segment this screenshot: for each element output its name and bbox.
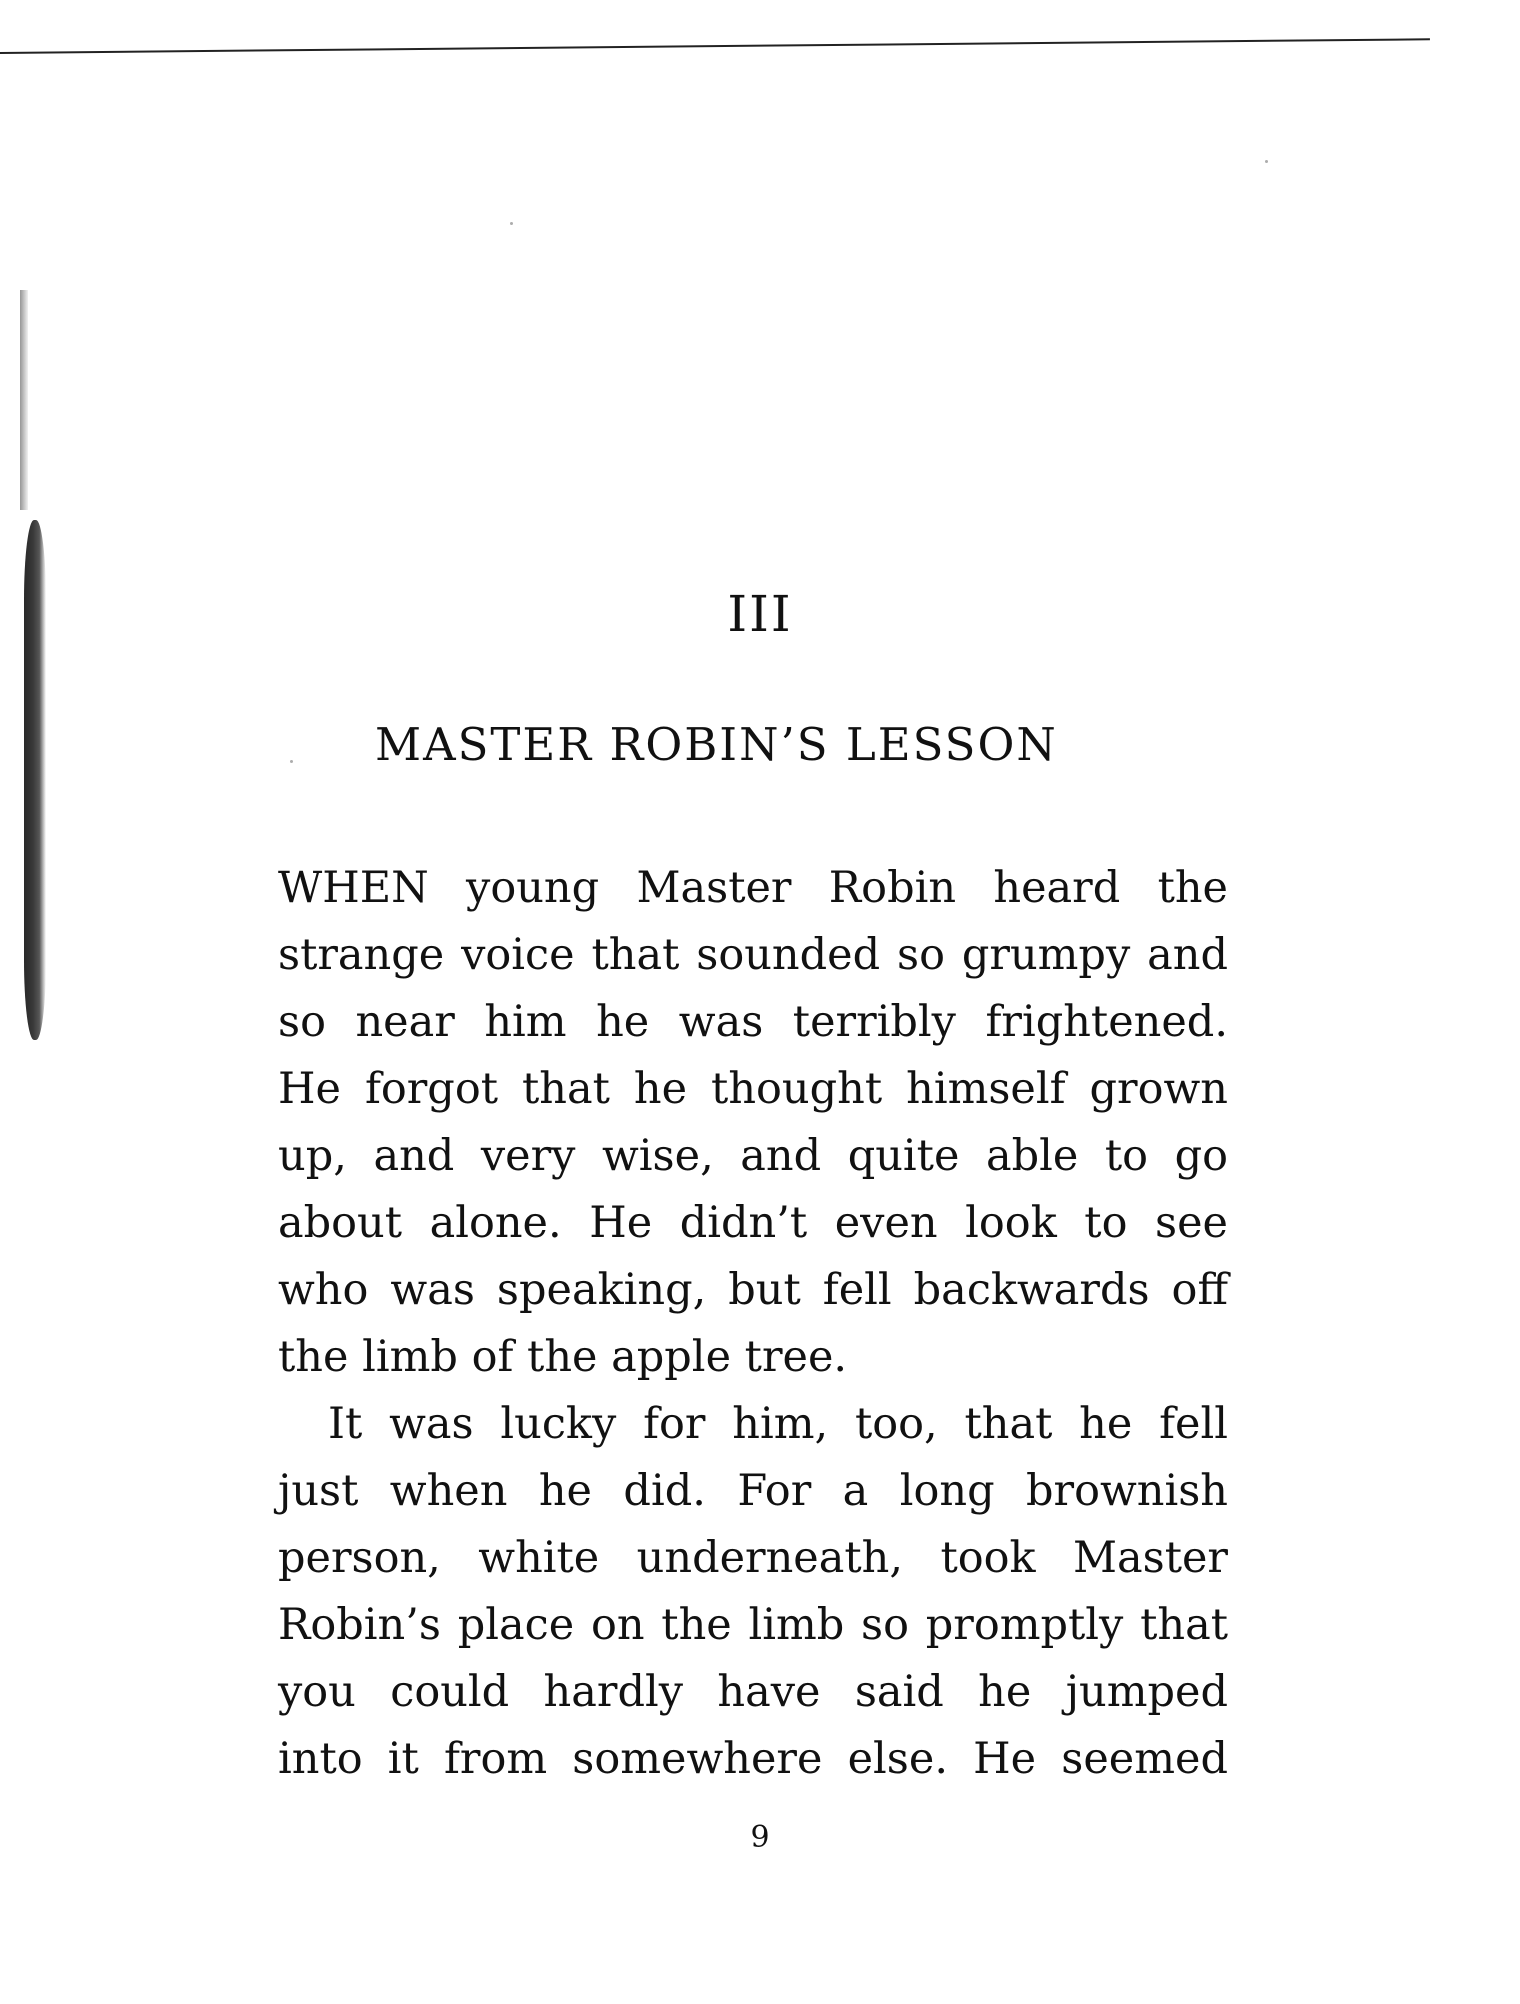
paragraph-1 [278,855,1228,1391]
chapter-title: MASTER ROBIN’S LESSON [375,718,1058,771]
paragraph-2 [278,1391,1228,1793]
page-number: 9 [750,1820,770,1855]
top-border-rule [0,38,1430,54]
text-line: the limb of the apple tree. [278,1332,848,1382]
text-line: about alone. He didn’t even look to see [278,1198,1228,1248]
text-line: up, and very wise, and quite able to go [278,1131,1228,1181]
text-line: Robin’s place on the limb so promptly that [278,1600,1228,1650]
scan-speck [1265,160,1268,163]
text-line: so near him he was terribly frightened. [278,997,1228,1047]
text-line: It was lucky for him, too, that he fell [328,1399,1228,1449]
text-line: into it from somewhere else. He seemed [278,1734,1228,1784]
text-line: WHEN young Master Robin heard the [278,863,1228,913]
text-line: person, white underneath, took Master [278,1533,1228,1583]
scan-speck [290,760,293,763]
scan-speck [510,222,513,225]
text-line: you could hardly have said he jumped [278,1667,1228,1717]
scan-edge-shadow-upper [20,290,28,510]
text-line: strange voice that sounded so grumpy and [278,930,1228,980]
text-line: He forgot that he thought himself grown [278,1064,1228,1114]
chapter-number: III [727,585,793,643]
text-line: who was speaking, but fell backwards off [278,1265,1228,1315]
text-line: just when he did. For a long brownish [278,1466,1228,1516]
body-text [278,855,1228,1793]
